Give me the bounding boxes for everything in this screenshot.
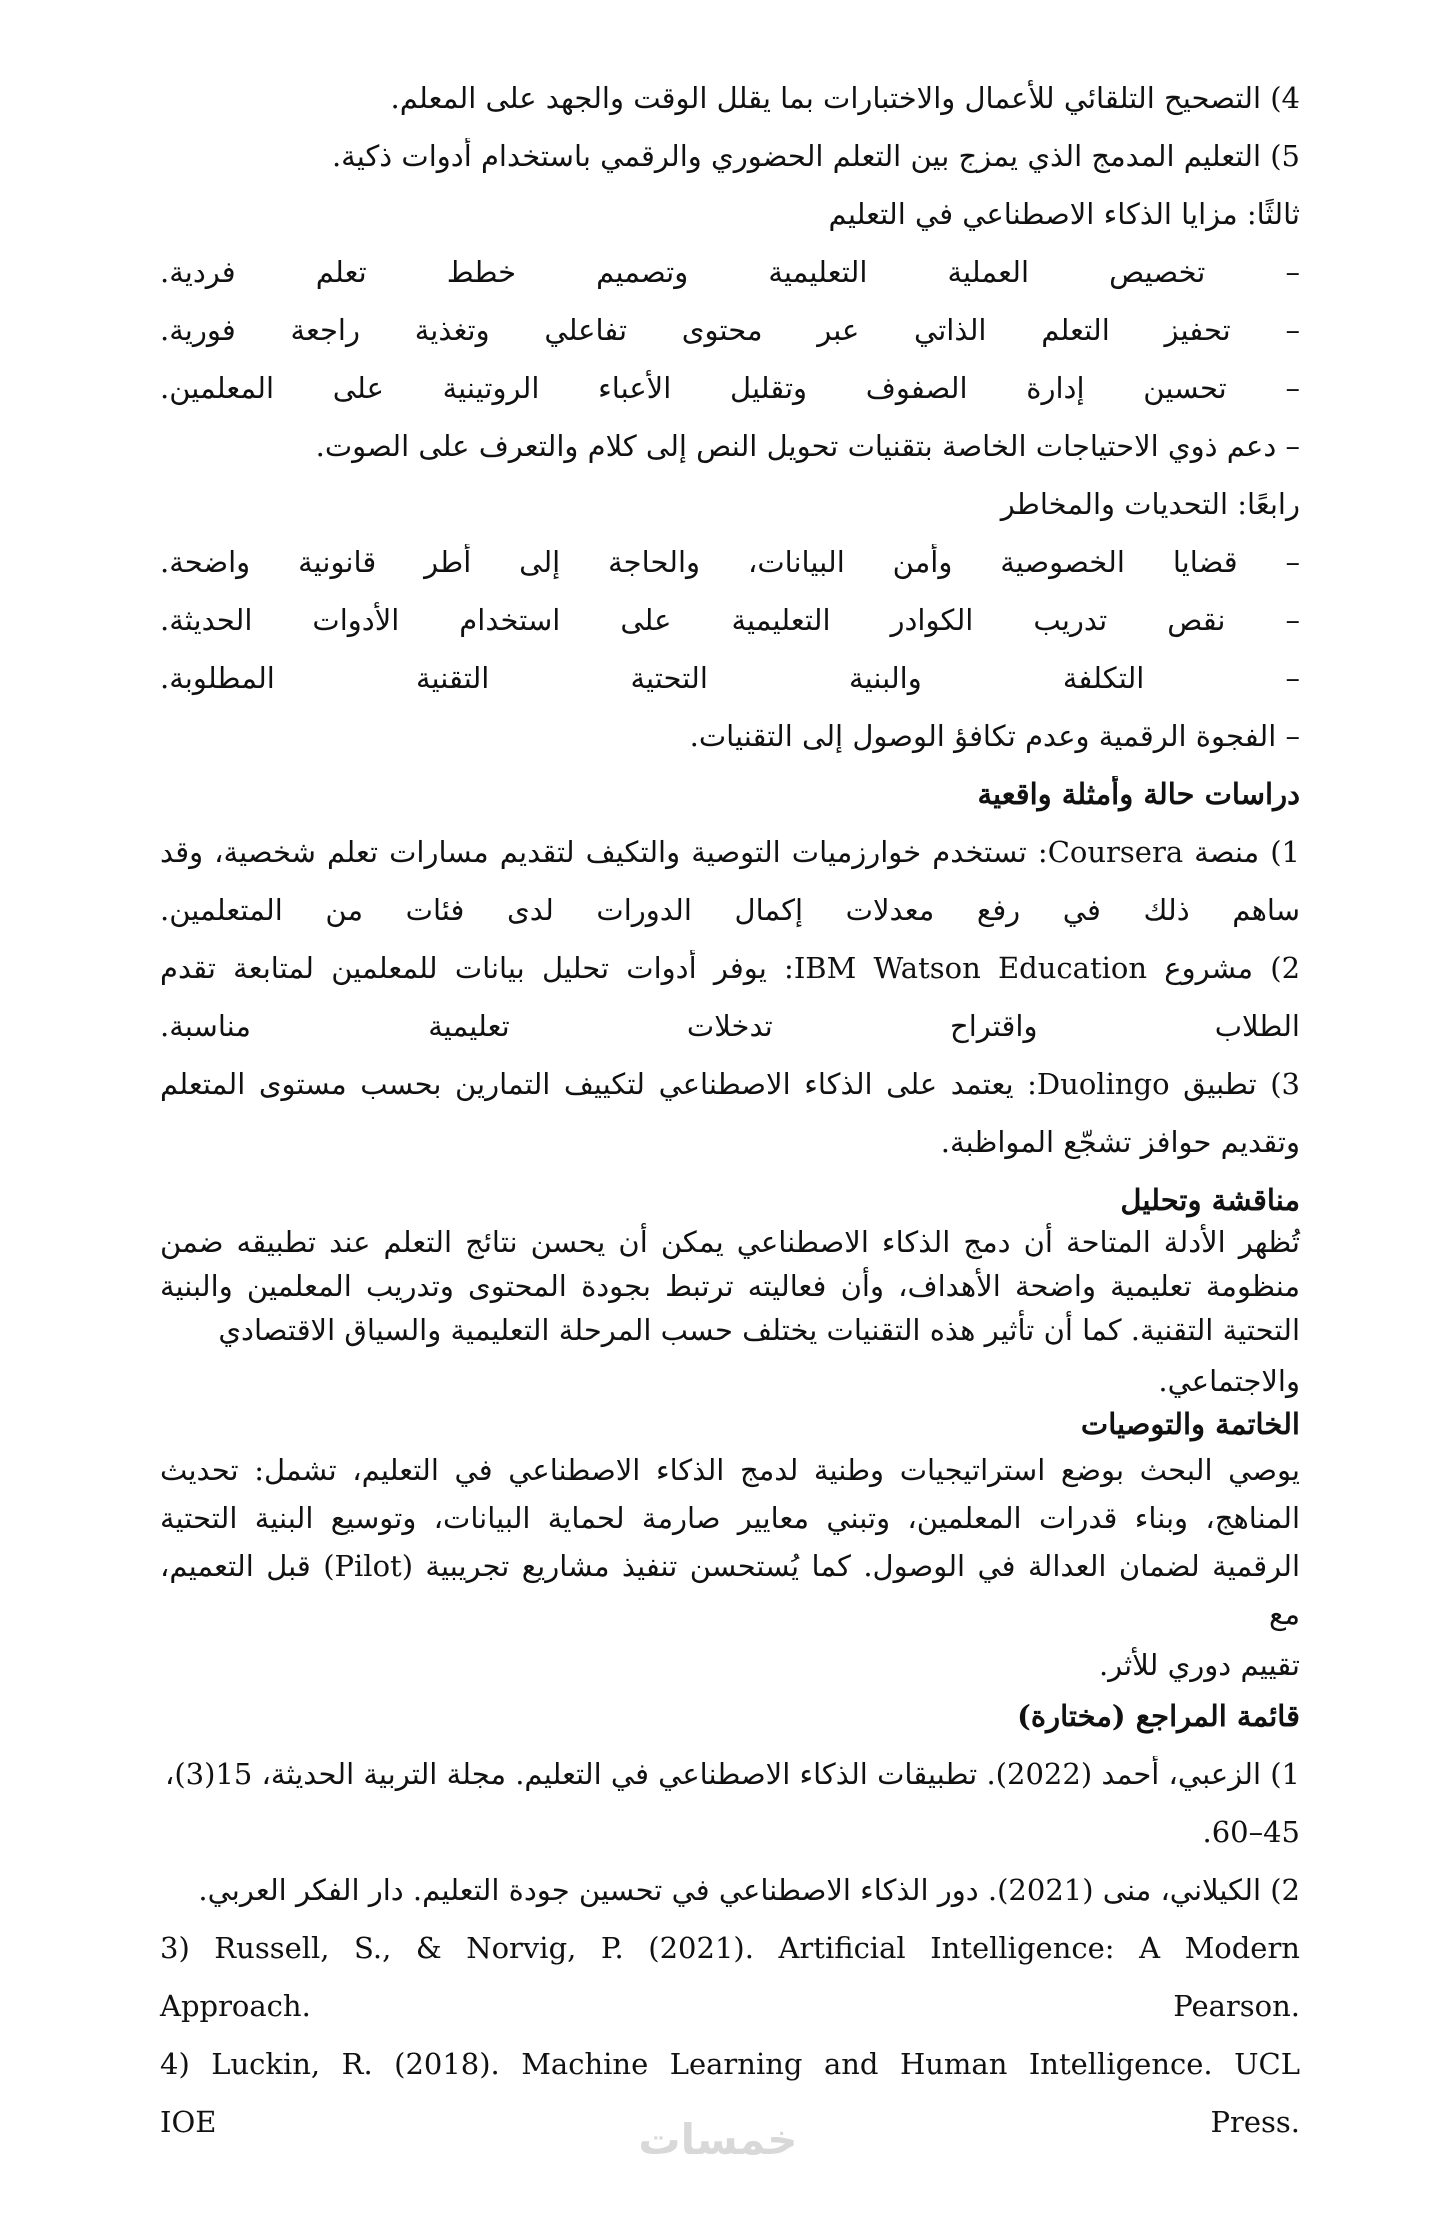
reference-1-line: 1) الزعبي، أحمد (2022). تطبيقات الذكاء الاصطناعي في التعليم. مجلة التربية الحديثة، 15(3)،	[164, 1757, 1300, 1791]
reference-3-publisher: Pearson.	[1173, 1989, 1300, 2023]
discussion-heading: مناقشة وتحليل	[1120, 1183, 1300, 1217]
case-studies-heading: دراسات حالة وأمثلة واقعية	[977, 777, 1300, 811]
references-heading: قائمة المراجع (مختارة)	[1017, 1699, 1300, 1733]
list-item: – التكلفة والبنية التحتية التقنية المطلوبة.	[160, 661, 1300, 695]
reference-3-line	[160, 1988, 1300, 2046]
conclusion-heading: الخاتمة والتوصيات	[1080, 1407, 1300, 1441]
list-item: – تخصيص العملية التعليمية وتصميم خطط تعلم فردية.	[160, 255, 1300, 289]
reference-4-line: 4) Luckin, R. (2018). Machine Learning and Human Intelligence. UCL	[160, 2047, 1300, 2081]
conclusion-text-end: تقييم دوري للأثر.	[1098, 1648, 1300, 1682]
reference-3-title-end: Approach.	[160, 1989, 311, 2023]
section-heading: ثالثًا: مزايا الذكاء الاصطناعي في التعليم	[828, 197, 1300, 231]
case-study-2-line: الطلاب واقتراح تدخلات تعليمية مناسبة.	[160, 1009, 1300, 1043]
section-heading: رابعًا: التحديات والمخاطر	[1000, 487, 1300, 521]
reference-2: 2) الكيلاني، منى (2021). دور الذكاء الاصطناعي في تحسين جودة التعليم. دار الفكر العربي.	[198, 1873, 1300, 1907]
case-study-3-line: وتقديم حوافز تشجّع المواظبة.	[940, 1125, 1300, 1159]
list-item: – تحسين إدارة الصفوف وتقليل الأعباء الروتينية على المعلمين.	[160, 371, 1300, 405]
discussion-text: تُظهر الأدلة المتاحة أن دمج الذكاء الاصطناعي يمكن أن يحسن نتائج التعلم عند تطبيقه ضمن منظومة تعليمية واضحة الأهداف، وأن فعاليته ترتبط بجودة المحتوى وتدريب المعلمين والبنية التحتية التقنية. كما أن تأثير هذه التقنيات يختلف حسب المرحلة التعليمية والسياق الاقتصادي	[160, 1225, 1300, 1347]
watermark-logo: خمسات	[638, 2115, 798, 2164]
case-study-2-line: 2) مشروع IBM Watson Education: يوفر أدوات تحليل بيانات للمعلمين لمتابعة تقدم	[160, 951, 1300, 985]
discussion-paragraph	[160, 1220, 1300, 1410]
list-item: 5) التعليم المدمج الذي يمزج بين التعلم الحضوري والرقمي باستخدام أدوات ذكية.	[331, 139, 1300, 173]
case-study-3-line: 3) تطبيق Duolingo: يعتمد على الذكاء الاصطناعي لتكييف التمارين بحسب مستوى المتعلم	[160, 1067, 1300, 1101]
case-study-1-line: 1) منصة Coursera: تستخدم خوارزميات التوصية والتكيف لتقديم مسارات تعلم شخصية، وقد	[160, 835, 1300, 869]
list-item: – نقص تدريب الكوادر التعليمية على استخدام الأدوات الحديثة.	[160, 603, 1300, 637]
document-page	[160, 80, 1300, 2162]
discussion-text-end: والاجتماعي.	[1158, 1364, 1300, 1398]
conclusion-paragraph	[160, 1446, 1300, 1692]
list-item: – تحفيز التعلم الذاتي عبر محتوى تفاعلي وتغذية راجعة فورية.	[160, 313, 1300, 347]
reference-4-publisher: Press.	[1210, 2105, 1300, 2139]
list-item: – دعم ذوي الاحتياجات الخاصة بتقنيات تحويل النص إلى كلام والتعرف على الصوت.	[315, 429, 1300, 463]
case-study-1-line: ساهم ذلك في رفع معدلات إكمال الدورات لدى فئات من المتعلمين.	[160, 893, 1300, 927]
list-item: 4) التصحيح التلقائي للأعمال والاختبارات بما يقلل الوقت والجهد على المعلم.	[390, 81, 1300, 115]
reference-3-line: 3) Russell, S., & Norvig, P. (2021). Artificial Intelligence: A Modern	[160, 1931, 1300, 1965]
conclusion-text: يوصي البحث بوضع استراتيجيات وطنية لدمج الذكاء الاصطناعي في التعليم، تشمل: تحديث المناهج، وبناء قدرات المعلمين، وتبني معايير صارمة لحماية البيانات، وتوسيع البنية التحتية الرقمية لضمان العدالة في الوصول. كما يُستحسن تنفيذ مشاريع تجريبية (Pilot) قبل التعميم، مع	[160, 1453, 1300, 1631]
list-item: – الفجوة الرقمية وعدم تكافؤ الوصول إلى التقنيات.	[689, 719, 1300, 753]
reference-1-line: 45–60.	[1202, 1815, 1300, 1849]
list-item: – قضايا الخصوصية وأمن البيانات، والحاجة إلى أطر قانونية واضحة.	[160, 545, 1300, 579]
reference-4-institution: IOE	[160, 2105, 217, 2139]
